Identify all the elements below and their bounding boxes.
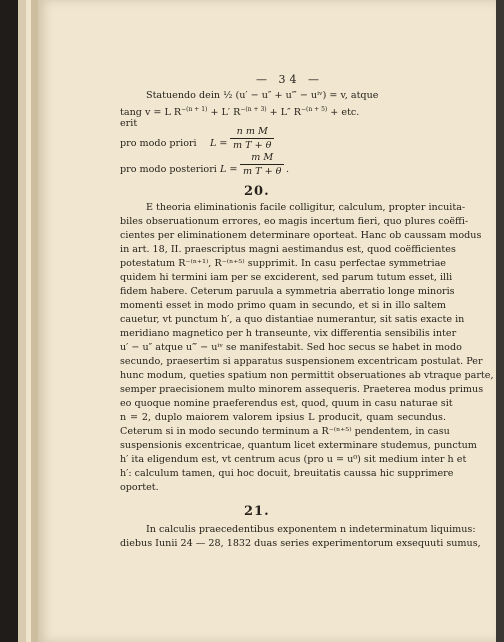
- book-page: [38, 0, 496, 642]
- page-number: — 34 —: [256, 73, 323, 86]
- formula2-fraction: [240, 151, 284, 178]
- text-line: E theoria eliminationis facile colligitur, calculum, propter incuita-: [146, 202, 466, 213]
- text-line: eo quoque nomine praeferendus est, quod, quum in casu naturae sit: [120, 398, 453, 409]
- page-edge: [18, 0, 26, 642]
- text-line: biles obseruationum errores, eo magis incertum fieri, quo plures coëffi-: [120, 216, 469, 227]
- text-line: suspensionis excentricae, quantum licet exterminare studemus, punctum: [120, 440, 477, 451]
- text-line: semper praecisionem multo minorem assequeris. Praeterea modus primus: [120, 384, 484, 395]
- section-heading-20: 20.: [244, 184, 270, 199]
- text-line: hunc modum, queties spatium non permittit obseruationes ab vtraque parte,: [120, 370, 494, 381]
- intro-line-3: erit: [120, 118, 138, 129]
- formula1-label: pro modo priori: [120, 138, 197, 149]
- tang-term: + L″ R: [269, 107, 301, 118]
- intro-line-1: Statuendo dein ½ (u′ − u″ + u‴ − uⁱᵛ) = v, atque: [146, 90, 379, 101]
- exponent: −(n + 1): [181, 106, 208, 113]
- exponent: −(n + 3): [240, 106, 267, 113]
- formula2-denominator: m T + θ: [243, 166, 282, 177]
- text-line: potestatum R⁻⁽ⁿ⁺¹⁾, R⁻⁽ⁿ⁺⁵⁾ supprimit. In casu perfectae symmetriae: [120, 258, 446, 269]
- text-line: diebus Iunii 24 — 28, 1832 duas series experimentorum exsequuti sumus,: [120, 538, 481, 549]
- text-line: quidem hi termini iam per se exciderent, sed parum tutum esset, illi: [120, 272, 453, 283]
- text-line: In calculis praecedentibus exponentem n indeterminatum liquimus:: [146, 524, 476, 535]
- tang-suffix: + etc.: [330, 107, 360, 118]
- tang-term: + L′ R: [210, 107, 241, 118]
- formula1-denominator: m T + θ: [233, 140, 272, 151]
- text-line: n = 2, duplo maiorem valorem ipsius L producit, quam secundus.: [120, 412, 446, 423]
- text-line: fidem habere. Ceterum paruula a symmetria aberratio longe minoris: [120, 286, 455, 297]
- text-line: momenti esset in modo primo quam in secundo, et si in illo saltem: [120, 300, 446, 311]
- tang-prefix: tang v = L R: [120, 107, 182, 118]
- scanner-edge-right: [496, 0, 504, 642]
- formula1-fraction: [230, 125, 274, 152]
- text-line: cauetur, vt punctum h′, a quo distantiae numerantur, sit satis exacte in: [120, 314, 465, 325]
- text-line: in art. 18, II. praescriptus magni aestimandus est, quod coëfficientes: [120, 244, 456, 255]
- formula2-label: pro modo posteriori: [120, 164, 217, 175]
- scanner-edge: [0, 0, 18, 642]
- text-line: meridiano magnetico per h transeunte, vix differentia sensibilis inter: [120, 328, 457, 339]
- page-edge: [31, 0, 38, 642]
- section-heading-21: 21.: [244, 504, 270, 519]
- formula2-numerator: m M: [240, 151, 284, 165]
- formula1-lhs: L =: [210, 138, 228, 149]
- text-line: Ceterum si in modo secundo terminum a R⁻⁽ⁿ⁺⁵⁾ pendentem, in casu: [120, 426, 450, 437]
- formula2-lhs: L =: [220, 164, 238, 175]
- text-line: oportet.: [120, 482, 159, 493]
- text-line: h′: calculum tamen, qui hoc docuit, breuitatis caussa hic supprimere: [120, 468, 454, 479]
- text-line: secundo, praesertim si apparatus suspensionem excentricam postulat. Per: [120, 356, 483, 367]
- exponent: −(n + 5): [301, 106, 328, 113]
- text-line: u′ − u″ atque u‴ − uⁱᵛ se manifestabit. Sed hoc secus se habet in modo: [120, 342, 462, 353]
- formula2-suffix: .: [286, 164, 290, 175]
- text-line: h′ ita eligendum est, vt centrum acus (pro u = u⁰) sit medium inter h et: [120, 454, 467, 465]
- intro-line-2: [120, 103, 359, 120]
- text-line: cientes per eliminationem determinare oporteat. Hanc ob caussam modus: [120, 230, 482, 241]
- formula1-numerator: n m M: [230, 125, 274, 139]
